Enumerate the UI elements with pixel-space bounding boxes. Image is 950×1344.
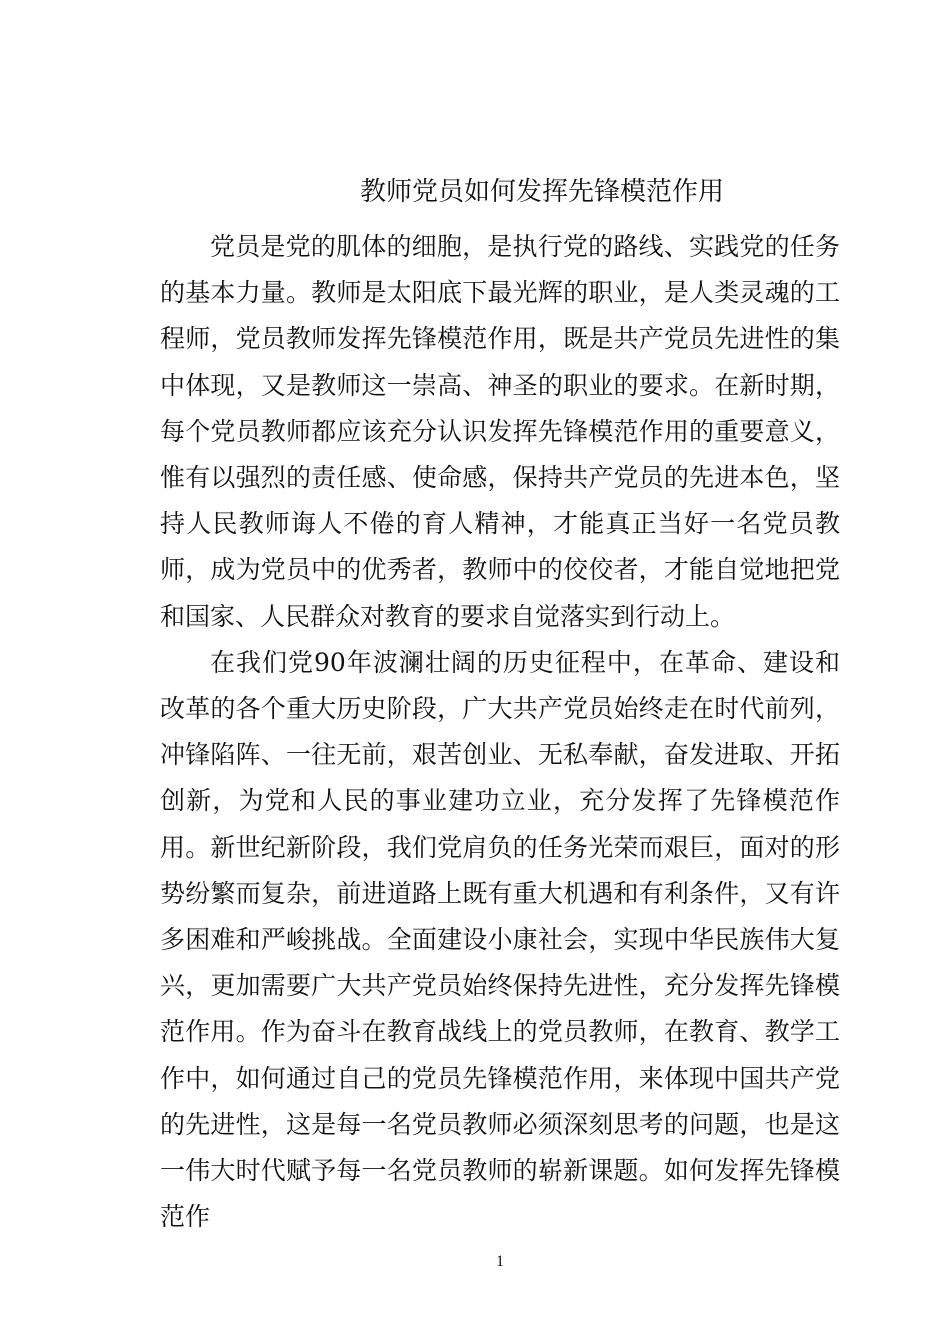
page-number: 1 (496, 1253, 504, 1270)
document-title: 教师党员如何发挥先锋模范作用 (359, 177, 724, 207)
paragraph-1: 党员是党的肌体的细胞，是执行党的路线、实践党的任务的基本力量。教师是太阳底下最光辉的职业，是人类灵魂的工程师，党员教师发挥先锋模范作用，既是共产党员先进性的集中体现，又是教师这一崇高、神圣的职业的要求。在新时期，每个党员教师都应该充分认识发挥先锋模范作用的重要意义，惟有以强烈的责任感、使命感，保持共产党员的先进本色，坚持人民教师诲人不倦的育人精神，才能真正当好一名党员教师，成为党员中的优秀者，教师中的佼佼者，才能自觉地把党和国家、人民群众对教育的要求自觉落实到行动上。 (160, 232, 840, 631)
document-body (160, 224, 840, 1240)
paragraph-2: 在我们党90年波澜壮阔的历史征程中，在革命、建设和改革的各个重大历史阶段，广大共产党员始终走在时代前列，冲锋陷阵、一往无前，艰苦创业、无私奉献，奋发进取、开拓创新，为党和人民的事业建功立业，充分发挥了先锋模范作用。新世纪新阶段，我们党肩负的任务光荣而艰巨，面对的形势纷繁而复杂，前进道路上既有重大机遇和有利条件，又有许多困难和严峻挑战。全面建设小康社会，实现中华民族伟大复兴，更加需要广大共产党员始终保持先进性，充分发挥先锋模范作用。作为奋斗在教育战线上的党员教师，在教育、教学工作中，如何通过自己的党员先锋模范作用，来体现中国共产党的先进性，这是每一名党员教师必须深刻思考的问题，也是这一伟大时代赋予每一名党员教师的崭新课题。如何发挥先锋模范作 (160, 647, 840, 1232)
